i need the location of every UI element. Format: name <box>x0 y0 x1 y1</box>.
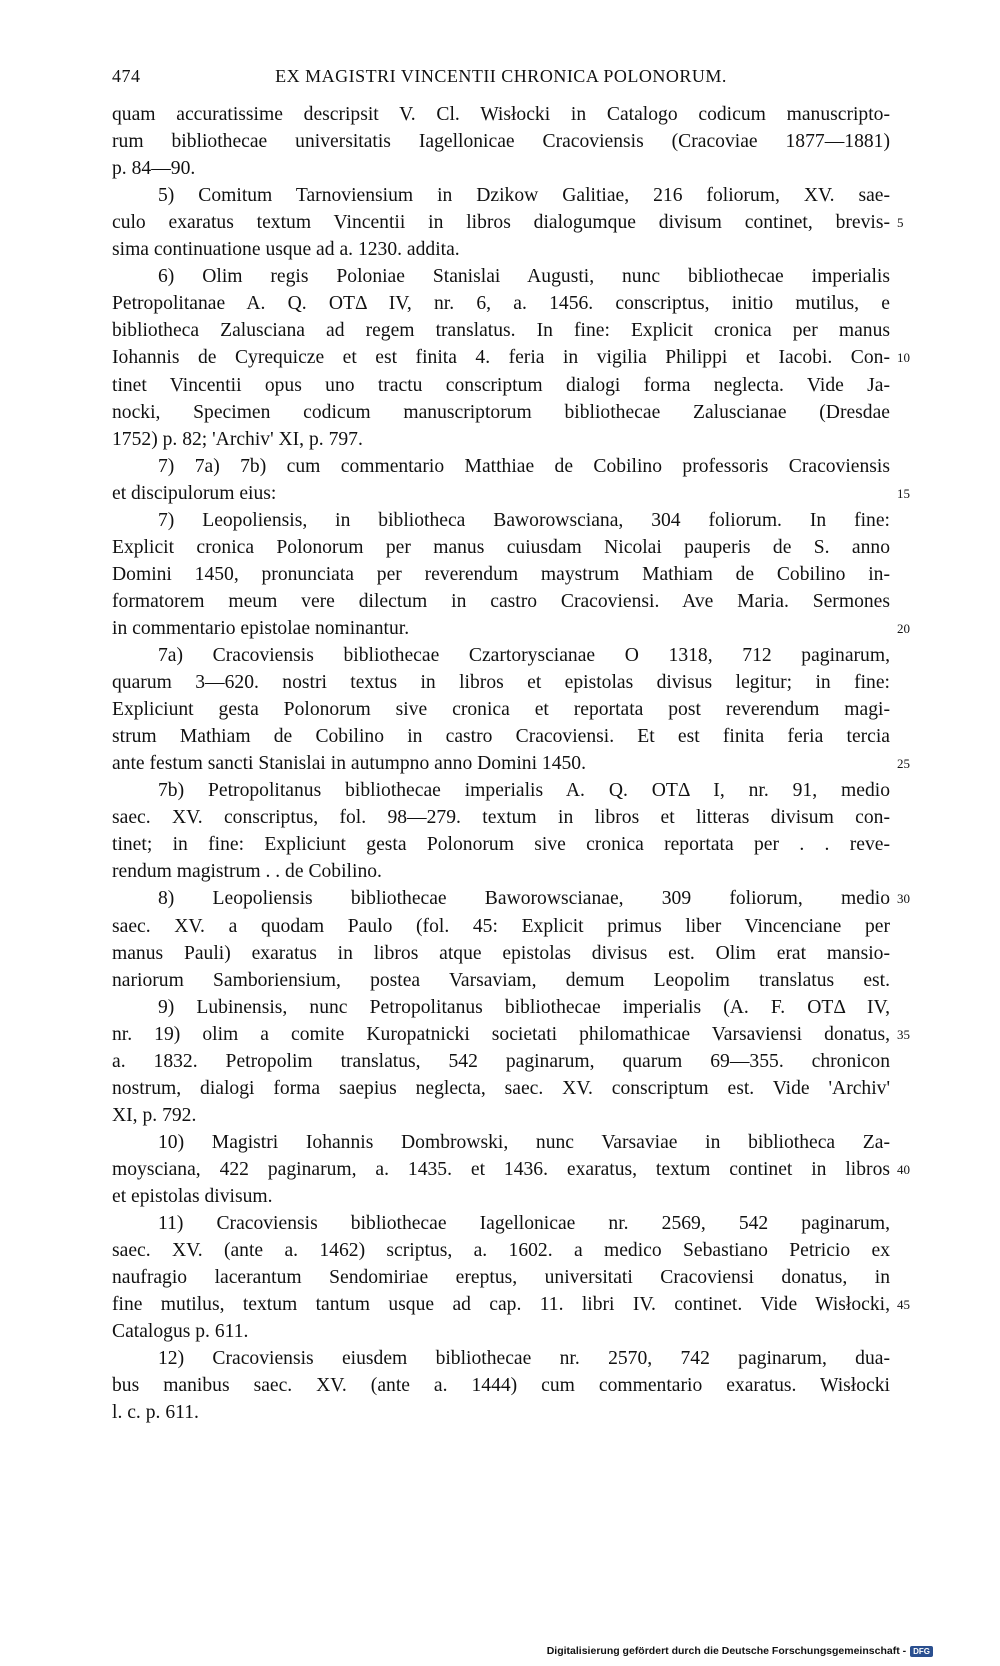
text-line: l. c. p. 611. <box>112 1402 199 1424</box>
margin-line-number: 25 <box>897 756 910 772</box>
text-line: p. 84—90. <box>112 158 196 180</box>
text-line: strum Mathiam de Cobilino in castro Cracoviensi. Et est finita feria tercia <box>112 726 890 748</box>
text-line: formatorem meum vere dilectum in castro Cracoviensi. Ave Maria. Sermones <box>112 590 890 612</box>
text-line: fine mutilus, textum tantum usque ad cap. 11. libri IV. continet. Vide Wisłocki, <box>112 1294 890 1316</box>
margin-line-number: 45 <box>897 1297 910 1313</box>
footer-text: Digitalisierung gefördert durch die Deutsche Forschungsgemeinschaft - <box>546 1645 907 1657</box>
text-line: tinet; in fine: Expliciunt gesta Polonorum sive cronica reportata per . . reve- <box>112 834 890 856</box>
text-line: 7b) Petropolitanus bibliothecae imperialis A. Q. OTΔ I, nr. 91, medio <box>158 780 890 802</box>
text-line: 8) Leopoliensis bibliothecae Baworowscianae, 309 foliorum, medio <box>158 888 890 910</box>
text-line: rum bibliothecae universitatis Iagellonicae Cracoviensis (Cracoviae 1877—1881) <box>112 131 890 153</box>
text-line: sima continuatione usque ad a. 1230. addita. <box>112 239 460 261</box>
margin-line-number: 35 <box>897 1026 910 1042</box>
text-line: 6) Olim regis Poloniae Stanislai Augusti, nunc bibliothecae imperialis <box>158 266 890 288</box>
dfg-logo: DFG <box>910 1646 933 1657</box>
text-line: 11) Cracoviensis bibliothecae Iagellonicae nr. 2569, 542 paginarum, <box>158 1213 890 1235</box>
digitization-footer <box>547 1645 933 1657</box>
text-line: bus manibus saec. XV. (ante a. 1444) cum commentario exaratus. Wisłocki <box>112 1375 890 1397</box>
text-line: a. 1832. Petropolim translatus, 542 paginarum, quarum 69—355. chronicon <box>112 1050 890 1072</box>
text-line: Expliciunt gesta Polonorum sive cronica et reportata post reverendum magi- <box>112 699 890 721</box>
text-line: rendum magistrum . . de Cobilino. <box>112 861 382 883</box>
text-line: tinet Vincentii opus uno tractu conscriptum dialogi forma neglecta. Vide Ja- <box>112 374 890 396</box>
text-line: saec. XV. a quodam Paulo (fol. 45: Explicit primus liber Vincenciane per <box>112 915 890 937</box>
text-line: Iohannis de Cyrequicze et est finita 4. feria in vigilia Philippi et Iacobi. Con- <box>112 347 890 369</box>
text-line: ante festum sancti Stanislai in autumpno anno Domini 1450. <box>112 753 586 775</box>
margin-line-number: 40 <box>897 1161 910 1177</box>
text-line: Explicit cronica Polonorum per manus cuiusdam Nicolai pauperis de S. anno <box>112 536 890 558</box>
text-line: Domini 1450, pronunciata per reverendum maystrum Mathiam de Cobilino in- <box>112 563 890 585</box>
text-line: saec. XV. (ante a. 1462) scriptus, a. 1602. a medico Sebastiano Petricio ex <box>112 1240 890 1262</box>
text-line: culo exaratus textum Vincentii in libros dialogumque divisum continet, brevis- <box>112 212 890 234</box>
margin-line-number: 10 <box>897 350 910 366</box>
margin-line-number: 5 <box>897 215 904 231</box>
text-line: manus Pauli) exaratus in libros atque epistolas divisus est. Olim erat mansio- <box>112 942 890 964</box>
text-line: 5) Comitum Tarnoviensium in Dzikow Galitiae, 216 foliorum, XV. sae- <box>158 185 890 207</box>
text-line: nr. 19) olim a comite Kuropatnicki societati philomathicae Varsaviensi donatus, <box>112 1023 890 1045</box>
text-line: 7a) Cracoviensis bibliothecae Czartoryscianae O 1318, 712 paginarum, <box>158 645 890 666</box>
margin-line-number: 30 <box>897 891 910 907</box>
text-line: moysciana, 422 paginarum, a. 1435. et 1436. exaratus, textum continet in libros <box>112 1158 890 1180</box>
margin-line-number: 15 <box>897 485 910 501</box>
text-line: saec. XV. conscriptus, fol. 98—279. textum in libros et litteras divisum con- <box>112 807 890 829</box>
text-line: naufragio lacerantum Sendomiriae ereptus, universitati Cracoviensi donatus, in <box>112 1267 890 1289</box>
margin-line-number: 20 <box>897 620 910 636</box>
page-header <box>112 66 890 94</box>
text-line: 9) Lubinensis, nunc Petropolitanus bibliothecae imperialis (A. F. OTΔ IV, <box>158 996 890 1018</box>
text-line: nariorum Samboriensium, postea Varsaviam, demum Leopolim translatus est. <box>112 969 890 991</box>
text-line: quarum 3—620. nostri textus in libros et epistolas divisus legitur; in fine: <box>112 672 890 694</box>
text-line: et discipulorum eius: <box>112 482 277 504</box>
text-line: bibliotheca Zalusciana ad regem translatus. In fine: Explicit cronica per manus <box>112 320 890 342</box>
text-line: et epistolas divisum. <box>112 1186 273 1207</box>
text-line: Catalogus p. 611. <box>112 1321 249 1343</box>
text-line: 12) Cracoviensis eiusdem bibliothecae nr. 2570, 742 paginarum, dua- <box>158 1348 890 1370</box>
text-line: quam accuratissime descripsit V. Cl. Wisłocki in Catalogo codicum manuscripto- <box>112 104 890 125</box>
text-line: nostrum, dialogi forma saepius neglecta, saec. XV. conscriptum est. Vide 'Archiv' <box>112 1077 890 1099</box>
text-line: in commentario epistolae nominantur. <box>112 617 410 639</box>
text-line: 7) Leopoliensis, in bibliotheca Baworowsciana, 304 foliorum. In fine: <box>158 509 890 531</box>
text-line: 10) Magistri Iohannis Dombrowski, nunc Varsaviae in bibliotheca Za- <box>158 1131 890 1153</box>
text-line: nocki, Specimen codicum manuscriptorum bibliothecae Zaluscianae (Dresdae <box>112 401 890 423</box>
text-line: 1752) p. 82; 'Archiv' XI, p. 797. <box>112 428 363 450</box>
page-number: 474 <box>112 66 141 86</box>
text-line: XI, p. 792. <box>112 1104 197 1126</box>
text-line: 7) 7a) 7b) cum commentario Matthiae de Cobilino professoris Cracoviensis <box>158 455 890 477</box>
text-line: Petropolitanae A. Q. OTΔ IV, nr. 6, a. 1456. conscriptus, initio mutilus, e <box>112 293 890 315</box>
running-title: EX MAGISTRI VINCENTII CHRONICA POLONORUM. <box>275 66 727 86</box>
